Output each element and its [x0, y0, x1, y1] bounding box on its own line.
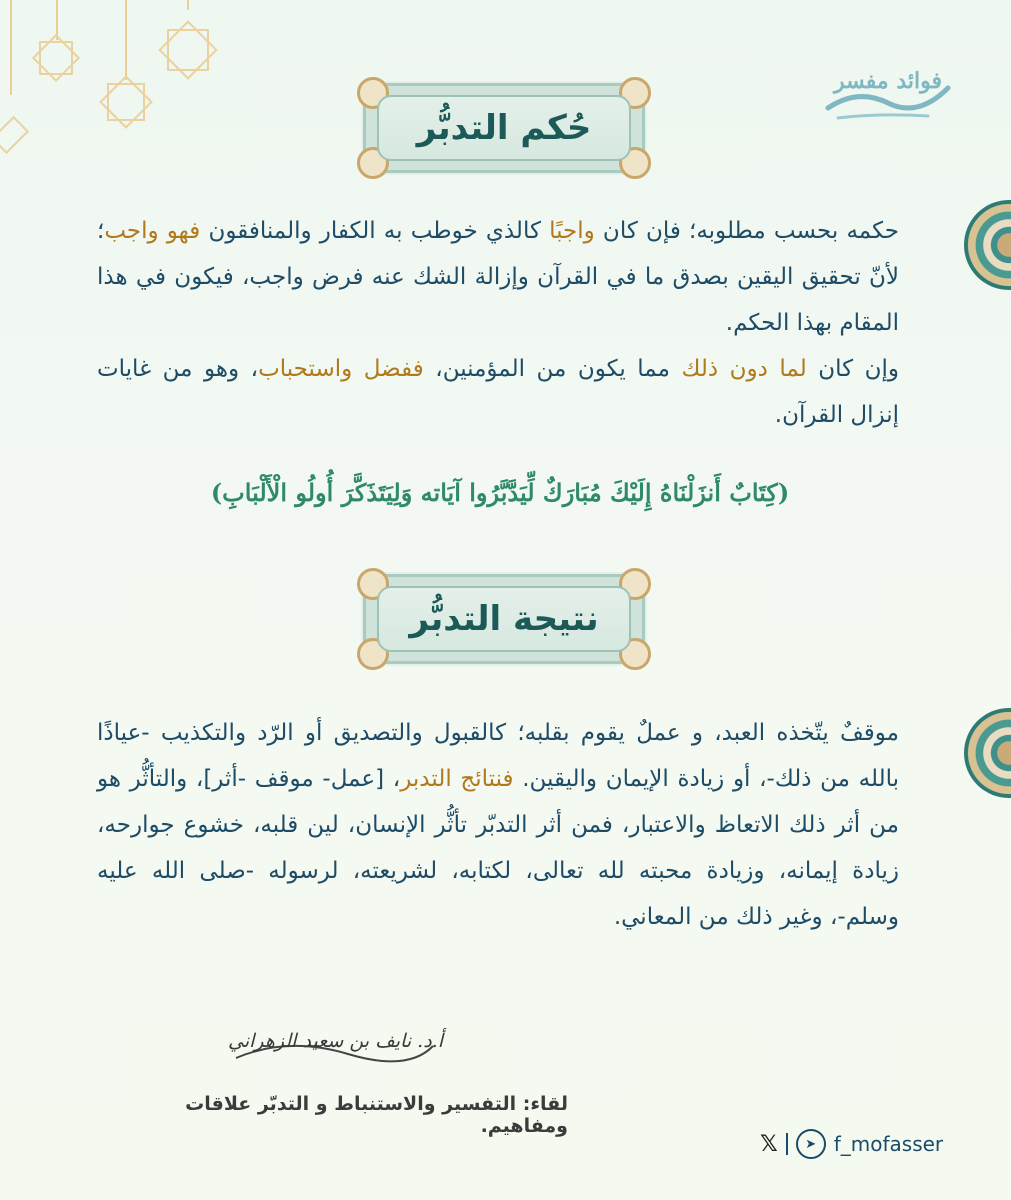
rosette-decoration [964, 200, 1011, 290]
body-text: ، وهو من غايات إنزال القرآن. [97, 356, 899, 428]
quran-verse: (كِتَابٌ أَنزَلْنَاهُ إِلَيْكَ مُبَارَكٌ لِّيَدَّبَّرُوا آيَاته وَلِيَتَذَكَّرَ أُولُو الْأَلْبَابِ) [210, 478, 790, 507]
mofasser-logo [818, 58, 958, 128]
telegram-icon[interactable]: ➤ [796, 1129, 826, 1159]
lantern-decoration [0, 0, 230, 190]
divider [786, 1133, 788, 1155]
ruling-paragraph-2 [97, 346, 899, 438]
highlighted-text: ففضل واستحباب [258, 356, 424, 382]
body-text: كالذي خوطب به الكفار والمنافقون [200, 218, 550, 244]
author-signature: أ.د. نايف بن سعيد الزهراني [228, 1018, 443, 1078]
social-handle[interactable]: f_mofasser [833, 1132, 944, 1156]
rosette-decoration [964, 708, 1011, 798]
body-text: ، [عمل- موقف -أثر]، والتأثُّر هو من أثر ذلك الاتعاظ والاعتبار، فمن أثر التدبّر تأثُّر الإنسان، لين قلبه، خشوع جوارحه، زيادة إيمانه، وزيادة محبته لله تعالى، لكتابه، لشريعته، لرسوله -صلى الله عليه وسلم-، وغير ذلك من المعاني. [97, 766, 899, 930]
body-text: موقفٌ يتّخذه العبد، و عملٌ يقوم بقلبه؛ كالقبول والتصديق أو الرّد والتكذيب -عياذًا بالله من ذلك-، أو زيادة الإيمان واليقين. [97, 720, 899, 792]
section-title-ruling: حُكم التدبُّر [416, 108, 592, 148]
highlighted-text: فنتائج التدبر [400, 766, 514, 792]
section-title-frame [363, 574, 645, 664]
social-handles [760, 1128, 943, 1160]
ruling-text [97, 208, 899, 438]
highlighted-text: لما دون ذلك [681, 356, 807, 382]
x-icon[interactable]: 𝕏 [760, 1131, 778, 1157]
body-text: حكمه بحسب مطلوبه؛ فإن كان [594, 218, 899, 244]
svg-text:فوائد مفسر: فوائد مفسر [833, 68, 943, 94]
result-paragraph [97, 710, 899, 940]
source-caption: لقاء: التفسير والاستنباط و التدبّر علاقات ومفاهيم. [185, 1093, 568, 1137]
section-title-frame [363, 83, 645, 173]
body-text: ؛ لأنّ تحقيق اليقين بصدق ما في القرآن وإزالة الشك عنه فرض واجب، فيكون في هذا المقام بهذا الحكم. [97, 218, 899, 336]
body-text: مما يكون من المؤمنين، [423, 356, 682, 382]
star-lantern-icon [0, 0, 230, 190]
body-text: وإن كان [806, 356, 900, 382]
result-text [97, 710, 899, 940]
highlighted-text: واجبًا [549, 218, 595, 244]
highlighted-text: فهو واجب [104, 218, 201, 244]
ruling-paragraph-1 [97, 208, 899, 346]
section-title-result: نتيجة التدبُّر [409, 599, 599, 639]
